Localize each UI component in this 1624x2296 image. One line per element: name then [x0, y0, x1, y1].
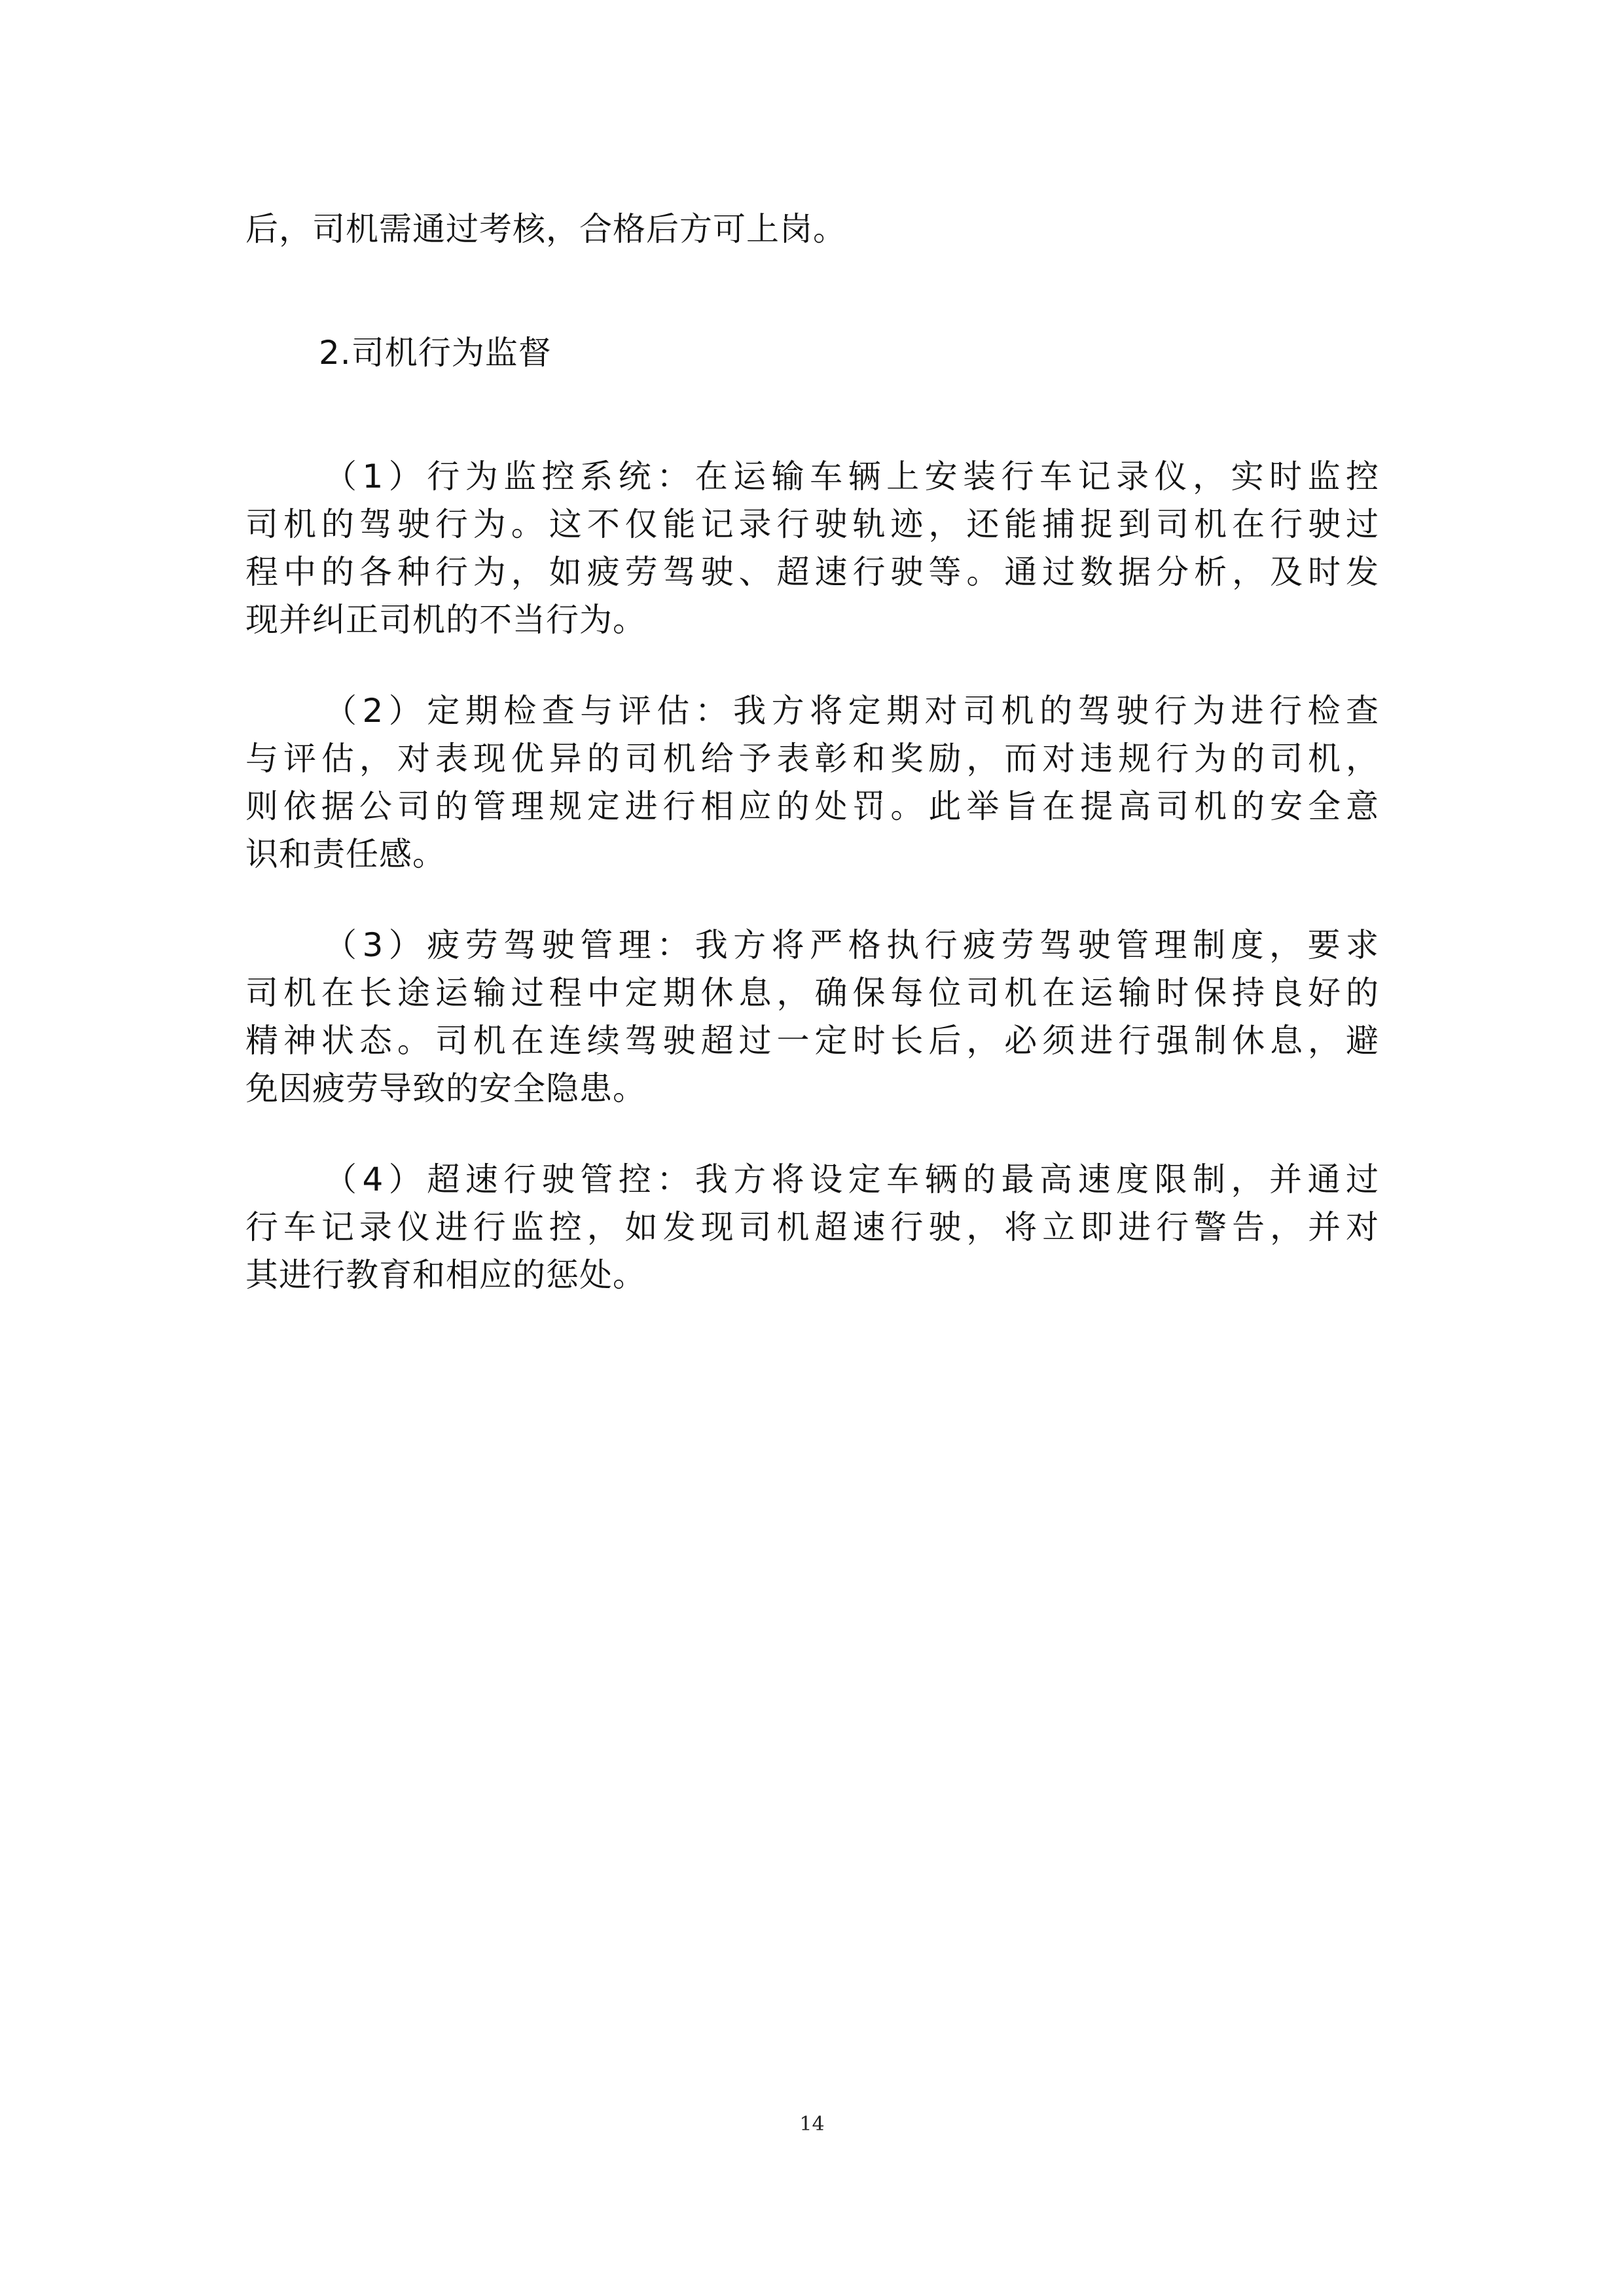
- paragraph-4: [245, 1156, 1379, 1299]
- paragraph-1-line-4: 现并纠正司机的不当行为。: [245, 601, 646, 639]
- section-heading: 2.司机行为监督: [319, 334, 552, 372]
- paragraph-4-line-1: （4）超速行驶管控：我方将设定车辆的最高速度限制，并通过: [324, 1160, 1379, 1198]
- paragraph-3-line-3: 精神状态。司机在连续驾驶超过一定时长后，必须进行强制休息，避: [245, 1022, 1379, 1060]
- paragraph-gap: [245, 644, 1379, 687]
- paragraph-2-line-1: （2）定期检查与评估：我方将定期对司机的驾驶行为进行检查: [324, 692, 1379, 730]
- paragraph-1-line-2: 司机的驾驶行为。这不仅能记录行驶轨迹，还能捕捉到司机在行驶过: [245, 505, 1379, 543]
- paragraph-gap: [245, 253, 1379, 296]
- paragraph-3-line-4: 免因疲劳导致的安全隐患。: [245, 1069, 646, 1107]
- paragraph-1-line-3: 程中的各种行为，如疲劳驾驶、超速行驶等。通过数据分析，及时发: [245, 553, 1379, 591]
- paragraph-3-line-2: 司机在长途运输过程中定期休息，确保每位司机在运输时保持良好的: [245, 974, 1379, 1012]
- page-number: 14: [799, 2113, 825, 2136]
- page-body: [245, 206, 1379, 1299]
- paragraph-gap: [245, 1113, 1379, 1156]
- paragraph-4-line-2: 行车记录仪进行监控，如发现司机超速行驶，将立即进行警告，并对: [245, 1208, 1379, 1246]
- paragraph-1: [245, 453, 1379, 644]
- paragraph-gap: [245, 878, 1379, 922]
- paragraph-2-line-3: 则依据公司的管理规定进行相应的处罚。此举旨在提高司机的安全意: [245, 787, 1379, 825]
- paragraph-1-line-1: （1）行为监控系统：在运输车辆上安装行车记录仪，实时监控: [324, 457, 1379, 495]
- paragraph-3-line-1: （3）疲劳驾驶管理：我方将严格执行疲劳驾驶管理制度，要求: [324, 926, 1379, 964]
- continuation-text: 后，司机需通过考核，合格后方可上岗。: [245, 210, 846, 248]
- paragraph-3: [245, 922, 1379, 1113]
- paragraph-4-line-3: 其进行教育和相应的惩处。: [245, 1256, 646, 1294]
- paragraph-2: [245, 687, 1379, 878]
- paragraph-gap: [245, 410, 1379, 453]
- paragraph-2-line-2: 与评估，对表现优异的司机给予表彰和奖励，而对违规行为的司机，: [245, 740, 1379, 778]
- paragraph-2-line-4: 识和责任感。: [245, 835, 446, 873]
